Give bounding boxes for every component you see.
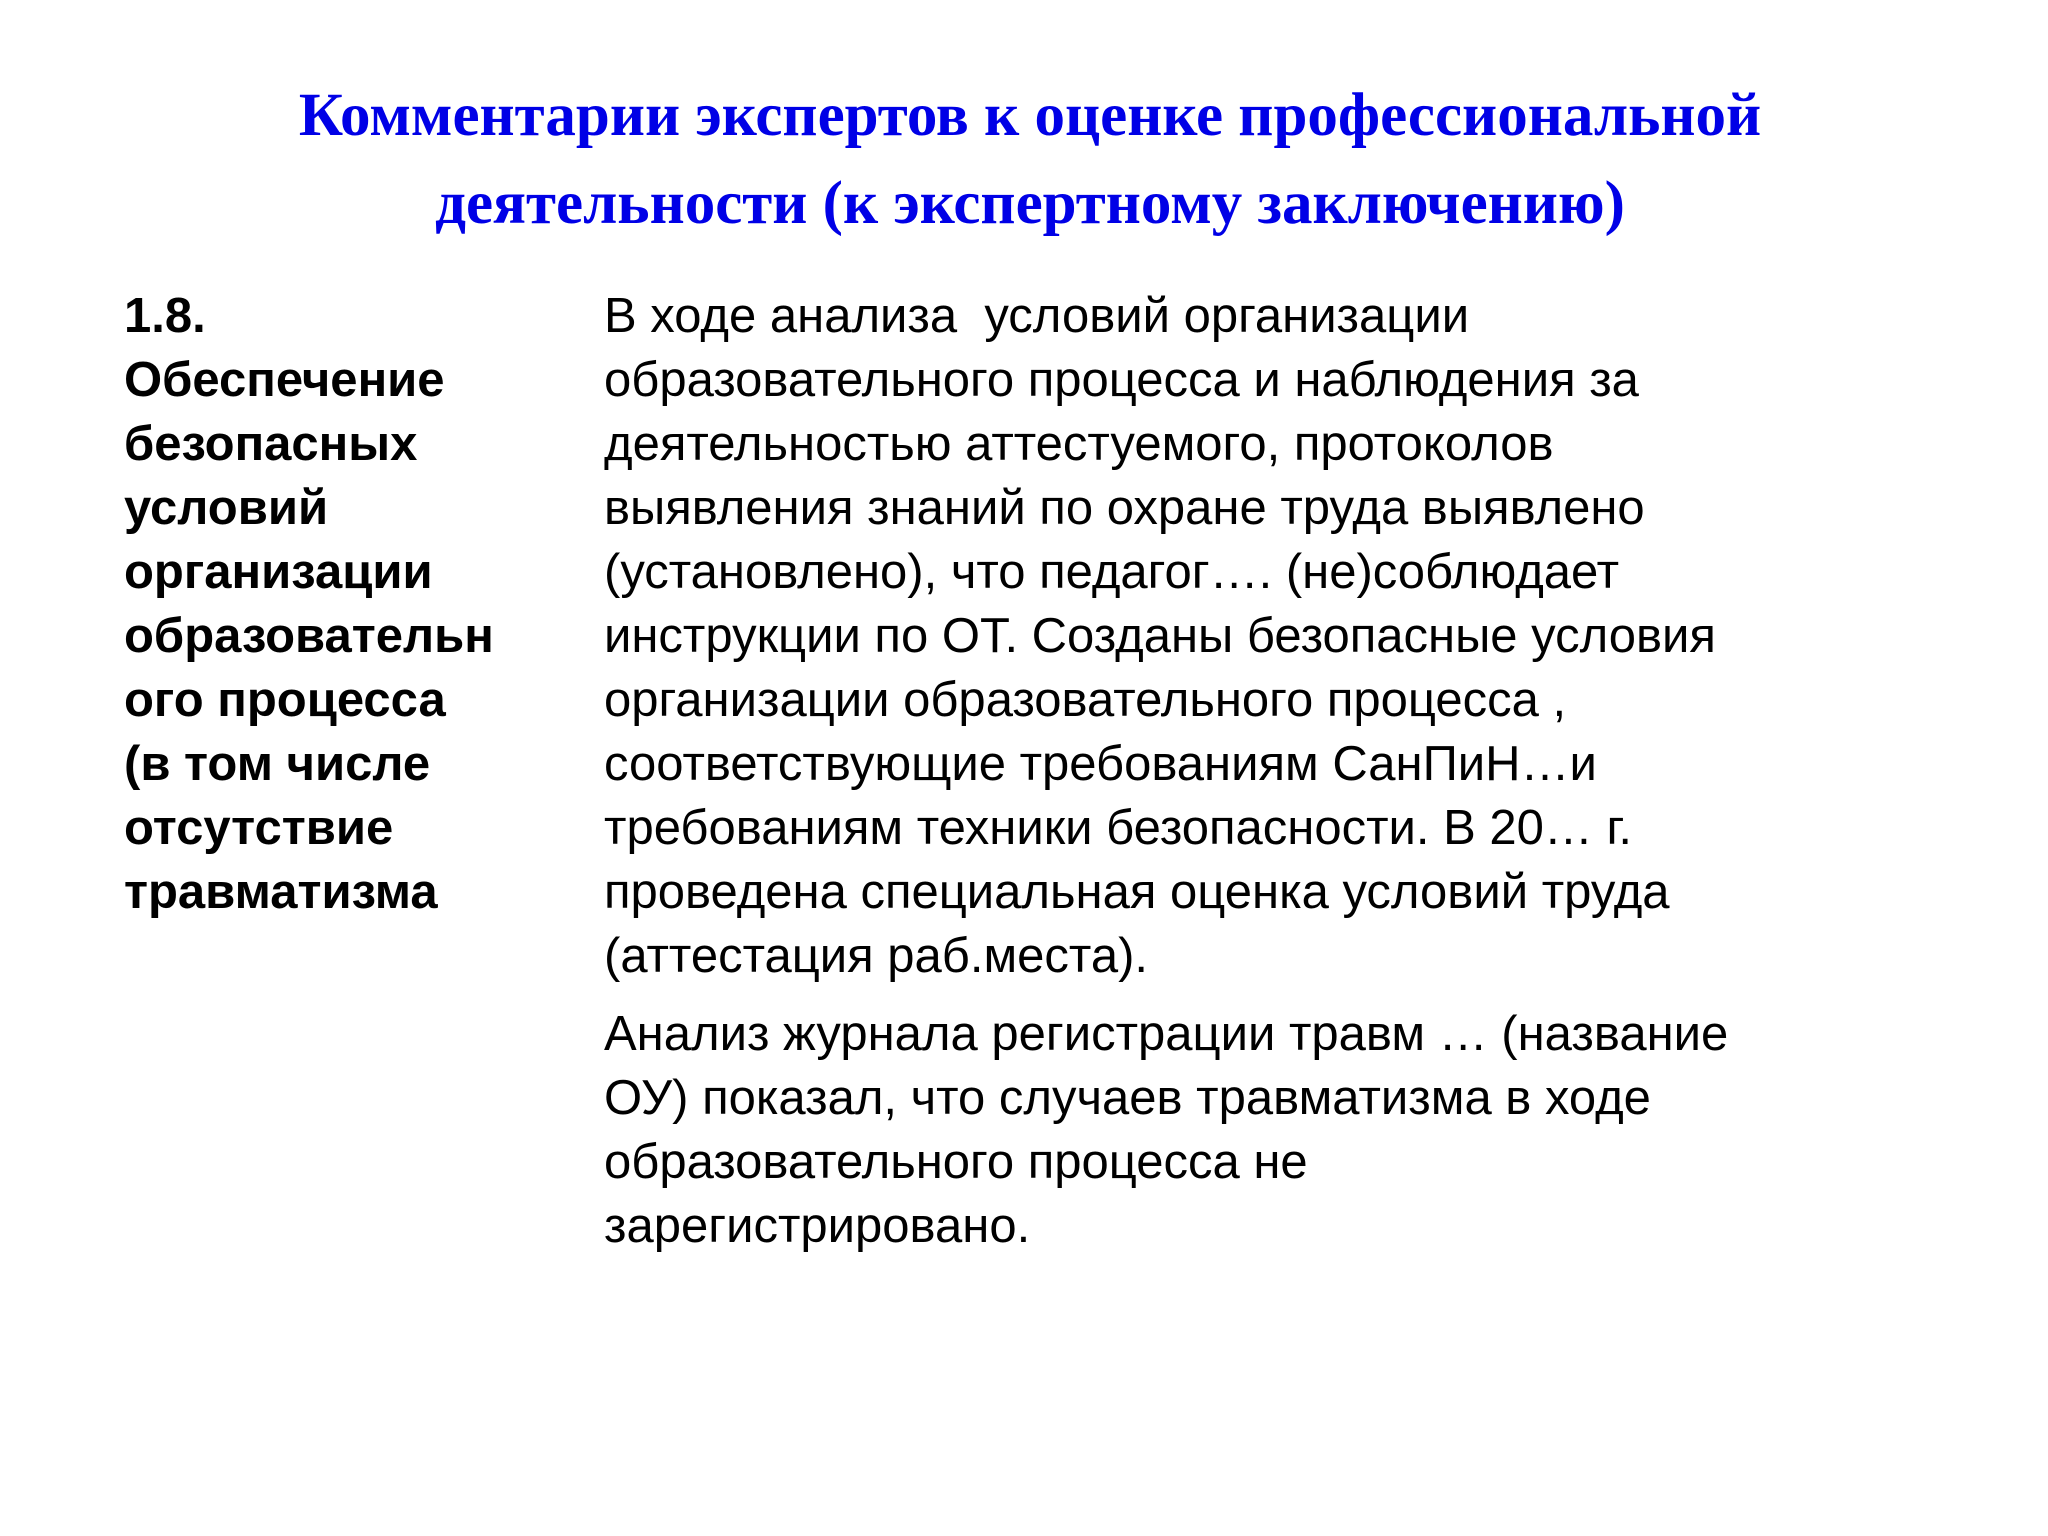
comment-line: соответствующие требованиям СанПиН…и — [604, 737, 1597, 791]
criterion-text-line: организации — [124, 545, 433, 599]
comment-line: деятельностью аттестуемого, протоколов — [604, 417, 1554, 471]
criterion-text-line: Обеспечение — [124, 353, 445, 407]
comment-line: (аттестация раб.места). — [604, 929, 1149, 983]
criterion-text-line: ого процесса — [124, 673, 446, 727]
comment-line: проведена специальная оценка условий труда — [604, 865, 1670, 919]
criterion-number: 1.8. — [124, 289, 206, 343]
title-line-1: Комментарии экспертов к оценке профессиональной — [298, 82, 1762, 149]
criterion-text-line: (в том числе — [124, 737, 431, 791]
comment-line: В ходе анализа условий организации — [604, 289, 1470, 343]
comment-line: зарегистрировано. — [604, 1199, 1031, 1253]
comment-line: образовательного процесса не — [604, 1135, 1308, 1189]
expert-comment — [604, 284, 2004, 1272]
comment-line: образовательного процесса и наблюдения за — [604, 353, 1639, 407]
criterion-text-line: образовательн — [124, 609, 494, 663]
comment-paragraph-1 — [604, 284, 2004, 988]
comment-line: организации образовательного процесса , — [604, 673, 1567, 727]
criterion-label — [124, 284, 594, 924]
comment-line: Анализ журнала регистрации травм … (название — [604, 1007, 1729, 1061]
comment-paragraph-2 — [604, 1002, 2004, 1258]
comment-line: выявления знаний по охране труда выявлено — [604, 481, 1645, 535]
comment-line: инструкции по ОТ. Созданы безопасные условия — [604, 609, 1716, 663]
comment-line: (установлено), что педагог…. (не)соблюдает — [604, 545, 1620, 599]
criterion-text-line: травматизма — [124, 865, 438, 919]
title-line-2: деятельности (к экспертному заключению) — [435, 170, 1625, 237]
comment-line: ОУ) показал, что случаев травматизма в ходе — [604, 1071, 1651, 1125]
comment-line: требованиям техники безопасности. В 20… г. — [604, 801, 1633, 855]
criterion-text-line: отсутствие — [124, 801, 394, 855]
criterion-text-line: безопасных — [124, 417, 418, 471]
slide-title — [90, 72, 1970, 248]
criterion-text-line: условий — [124, 481, 329, 535]
